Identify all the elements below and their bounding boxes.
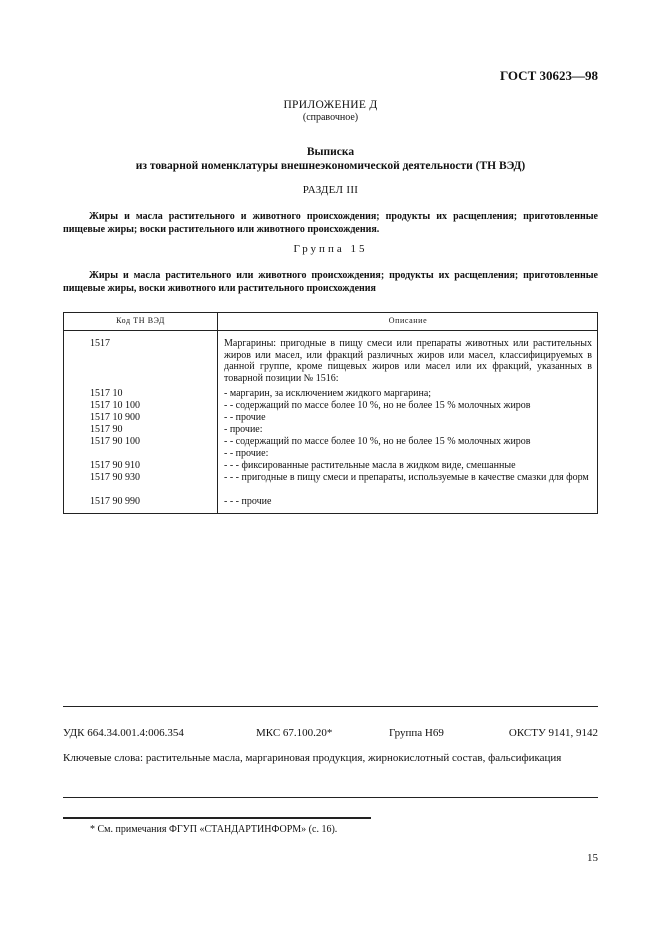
- udc-code: УДК 664.34.001.4:006.354: [63, 727, 184, 739]
- appendix-title: ПРИЛОЖЕНИЕ Д: [283, 99, 378, 111]
- row-code: 1517 10: [90, 388, 123, 399]
- appendix-subtitle: (справочное): [302, 112, 359, 123]
- row-code: 1517 90 930: [90, 472, 140, 483]
- standard-number: ГОСТ 30623—98: [499, 68, 598, 83]
- tn-ved-table: [63, 312, 598, 514]
- classification-row: [63, 727, 598, 741]
- row-code: 1517 90 100: [90, 436, 140, 447]
- row-description: - - содержащий по массе более 10 %, но не более 15 % молочных жиров: [224, 400, 531, 411]
- row-description: - маргарин, за исключением жидкого маргарина;: [224, 388, 432, 399]
- section-text: Жиры и масла растительного и животного происхождения; продукты их расщепления; приготовленные пищевые жиры; воски растительного или животного происхождения.: [63, 211, 598, 235]
- extract-title: Выписка: [306, 146, 355, 158]
- column-divider: [217, 313, 218, 513]
- header-description: Описание: [388, 316, 428, 325]
- footnote: * См. примечания ФГУП «СТАНДАРТИНФОРМ» (с. 16).: [90, 824, 338, 835]
- footer-divider-top: [63, 706, 598, 707]
- row-description: - - прочие: [224, 412, 266, 423]
- footer-divider-bottom: [63, 797, 598, 798]
- keywords: Ключевые слова: растительные масла, маргариновая продукция, жирнокислотный состав, фальсификация: [63, 752, 562, 764]
- header-code: Код ТН ВЭД: [116, 316, 165, 325]
- mks-code: МКС 67.100.20*: [256, 727, 333, 739]
- row-description: - - - прочие: [224, 496, 272, 507]
- row-code: 1517 90 910: [90, 460, 140, 471]
- extract-subtitle: из товарной номенклатуры внешнеэкономической деятельности (ТН ВЭД): [135, 160, 526, 172]
- row-code: 1517 10 100: [90, 400, 140, 411]
- group-title: Группа 15: [293, 243, 368, 255]
- row-code: 1517 90 990: [90, 496, 140, 507]
- page-number: 15: [587, 852, 598, 864]
- row-description: - - прочие:: [224, 448, 269, 459]
- header-divider: [64, 330, 597, 331]
- row-description: - - - фиксированные растительные масла в жидком виде, смешанные: [224, 460, 516, 471]
- row-description: - - содержащий по массе более 10 %, но не более 15 % молочных жиров: [224, 436, 531, 447]
- footnote-divider: [63, 817, 371, 819]
- okstu-code: ОКСТУ 9141, 9142: [508, 727, 598, 739]
- group-text: Жиры и масла растительного или животного происхождения; продукты их расщепления; приготовленные пищевые жиры, воски животного или растительного происхождения: [63, 270, 598, 294]
- row-description: - прочие:: [224, 424, 263, 435]
- row-code: 1517 90: [90, 424, 123, 435]
- row-description: - - - пригодные в пищу смеси и препараты, используемые в качестве смазки для форм: [224, 472, 589, 483]
- section-title: РАЗДЕЛ III: [302, 184, 359, 196]
- row-description: Маргарины: пригодные в пищу смеси или препараты животных или растительных жиров или масел, или фракций различных жиров или масел, классифицируемых в данной группе, кроме пищевых жиров или масел или их фракций, указанных в товарной позиции № 1516:: [224, 338, 592, 384]
- group-code: Группа Н69: [389, 727, 444, 739]
- row-code: 1517: [90, 338, 110, 349]
- row-code: 1517 10 900: [90, 412, 140, 423]
